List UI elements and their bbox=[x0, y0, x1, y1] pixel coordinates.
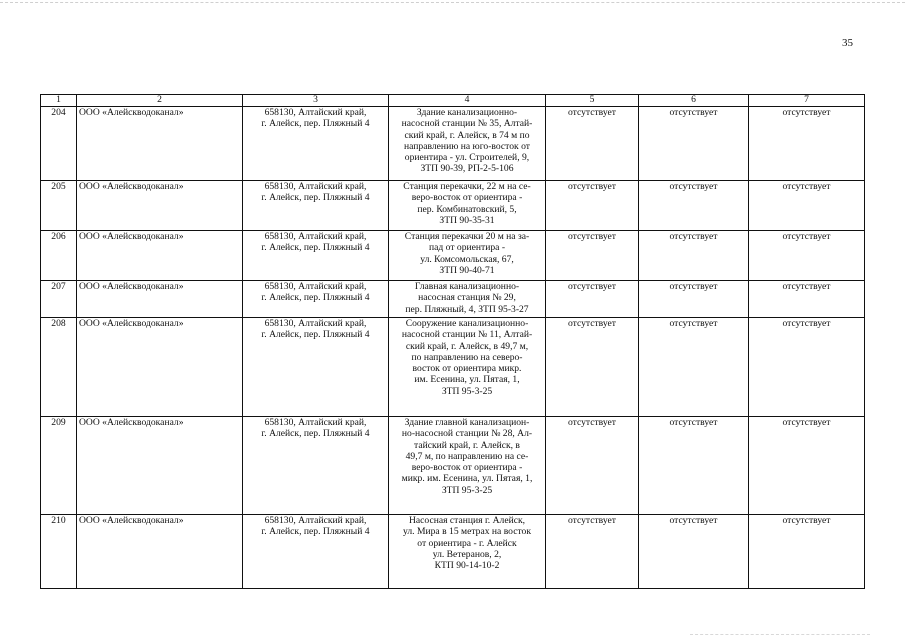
object-description-line: ЗТП 90-35-31 bbox=[439, 214, 495, 226]
object-description-cell bbox=[389, 107, 546, 181]
column-5-cell: отсутствует bbox=[546, 281, 639, 318]
address-cell bbox=[243, 281, 389, 318]
address-line: г. Алейск, пер. Пляжный 4 bbox=[261, 329, 370, 341]
column-6-cell: отсутствует bbox=[639, 231, 749, 281]
address-line: 658130, Алтайский край, bbox=[264, 515, 367, 526]
object-description-line: ориентира - ул. Строителей, 9, bbox=[404, 152, 530, 164]
object-description-line: ул. Мира в 15 метрах на восток bbox=[403, 526, 531, 538]
table-row bbox=[41, 181, 865, 231]
object-description-line: микр. им. Есенина, ул. Пятая, 1, bbox=[401, 473, 533, 485]
object-description-line: Станция перекачки, 22 м на се- bbox=[403, 181, 531, 192]
column-7-cell: отсутствует bbox=[749, 281, 865, 318]
column-5-cell: отсутствует bbox=[546, 181, 639, 231]
row-number-cell: 208 bbox=[41, 318, 77, 417]
object-description-cell bbox=[389, 181, 546, 231]
object-description-line: пад от ориентира - bbox=[428, 242, 506, 254]
row-number-cell: 209 bbox=[41, 417, 77, 515]
column-7-cell: отсутствует bbox=[749, 515, 865, 589]
object-description-line: ЗТП 90-40-71 bbox=[439, 264, 495, 276]
column-7-cell: отсутствует bbox=[749, 231, 865, 281]
organization-cell: ООО «Алейскводоканал» bbox=[77, 515, 243, 589]
scan-edge-bottom bbox=[690, 634, 870, 635]
column-5-cell: отсутствует bbox=[546, 515, 639, 589]
object-description-line: Сооружение канализационно- bbox=[405, 318, 529, 329]
object-description-line: ЗТП 95-3-25 bbox=[441, 385, 493, 397]
object-description-line: ул. Комсомольская, 67, bbox=[420, 253, 514, 265]
address-cell bbox=[243, 181, 389, 231]
object-description-line: направлению на юго-восток от bbox=[404, 140, 530, 152]
object-description-line: Насосная станция г. Алейск, bbox=[408, 515, 526, 526]
object-description-line: Главная канализационно- bbox=[414, 281, 520, 292]
address-cell bbox=[243, 231, 389, 281]
row-number-cell: 207 bbox=[41, 281, 77, 318]
object-description-line: по направлению на северо- bbox=[411, 351, 523, 363]
object-description-line: насосной станции № 11, Алтай- bbox=[401, 329, 533, 341]
object-description-cell bbox=[389, 318, 546, 417]
column-5-cell: отсутствует bbox=[546, 107, 639, 181]
address-cell bbox=[243, 417, 389, 515]
column-header: 5 bbox=[546, 95, 639, 107]
object-description-line: 49,7 м, по направлению на се- bbox=[405, 450, 529, 462]
column-7-cell: отсутствует bbox=[749, 181, 865, 231]
address-cell bbox=[243, 318, 389, 417]
address-line: 658130, Алтайский край, bbox=[264, 107, 367, 118]
object-description-line: веро-восток от ориентира - bbox=[411, 192, 523, 204]
organization-cell: ООО «Алейскводоканал» bbox=[77, 107, 243, 181]
column-7-cell: отсутствует bbox=[749, 417, 865, 515]
object-description-cell bbox=[389, 417, 546, 515]
column-6-cell: отсутствует bbox=[639, 181, 749, 231]
row-number-cell: 205 bbox=[41, 181, 77, 231]
column-header: 6 bbox=[639, 95, 749, 107]
object-description-cell bbox=[389, 231, 546, 281]
address-line: г. Алейск, пер. Пляжный 4 bbox=[261, 118, 370, 130]
object-description-line: от ориентира - г. Алейск bbox=[417, 537, 517, 549]
object-description-line: им. Есенина, ул. Пятая, 1, bbox=[414, 374, 520, 386]
address-line: 658130, Алтайский край, bbox=[264, 417, 367, 428]
page-number: 35 bbox=[842, 37, 853, 49]
address-line: г. Алейск, пер. Пляжный 4 bbox=[261, 526, 370, 538]
column-header: 2 bbox=[77, 95, 243, 107]
address-line: 658130, Алтайский край, bbox=[264, 181, 367, 192]
column-header: 1 bbox=[41, 95, 77, 107]
table-row bbox=[41, 281, 865, 318]
organization-cell: ООО «Алейскводоканал» bbox=[77, 318, 243, 417]
object-description-line: насосной станции № 35, Алтай- bbox=[401, 118, 533, 130]
column-6-cell: отсутствует bbox=[639, 107, 749, 181]
row-number-cell: 206 bbox=[41, 231, 77, 281]
object-description-line: ЗТП 90-39, РП-2-5-106 bbox=[420, 163, 514, 175]
object-description-line: пер. Комбинатовский, 5, bbox=[417, 203, 517, 215]
object-description-line: Здание канализационно- bbox=[416, 107, 518, 118]
organization-cell: ООО «Алейскводоканал» bbox=[77, 181, 243, 231]
column-5-cell: отсутствует bbox=[546, 417, 639, 515]
object-description-line: ский край, г. Алейск, в 74 м по bbox=[404, 129, 530, 141]
object-description-line: КТП 90-14-10-2 bbox=[434, 560, 500, 572]
address-cell bbox=[243, 515, 389, 589]
address-line: 658130, Алтайский край, bbox=[264, 231, 367, 242]
address-line: г. Алейск, пер. Пляжный 4 bbox=[261, 242, 370, 254]
object-description-line: Станция перекачки 20 м на за- bbox=[404, 231, 530, 242]
address-line: 658130, Алтайский край, bbox=[264, 318, 367, 329]
address-line: г. Алейск, пер. Пляжный 4 bbox=[261, 428, 370, 440]
header-row bbox=[41, 95, 865, 107]
row-number-cell: 210 bbox=[41, 515, 77, 589]
object-description-line: тайский край, г. Алейск, в bbox=[414, 439, 520, 451]
address-cell bbox=[243, 107, 389, 181]
column-5-cell: отсутствует bbox=[546, 231, 639, 281]
object-description-line: ул. Ветеранов, 2, bbox=[432, 548, 502, 560]
object-description-line: восток от ориентира микр. bbox=[412, 363, 522, 375]
object-description-line: Здание главной канализацион- bbox=[404, 417, 530, 428]
object-description-line: веро-восток от ориентира - bbox=[411, 462, 523, 474]
address-line: 658130, Алтайский край, bbox=[264, 281, 367, 292]
column-7-cell: отсутствует bbox=[749, 318, 865, 417]
table-row bbox=[41, 107, 865, 181]
column-5-cell: отсутствует bbox=[546, 318, 639, 417]
organization-cell: ООО «Алейскводоканал» bbox=[77, 281, 243, 318]
address-line: г. Алейск, пер. Пляжный 4 bbox=[261, 292, 370, 304]
object-description-line: пер. Пляжный, 4, ЗТП 95-3-27 bbox=[405, 303, 529, 315]
column-6-cell: отсутствует bbox=[639, 281, 749, 318]
object-description-line: насосная станция № 29, bbox=[418, 292, 516, 304]
column-header: 4 bbox=[389, 95, 546, 107]
row-number-cell: 204 bbox=[41, 107, 77, 181]
column-7-cell: отсутствует bbox=[749, 107, 865, 181]
table-row bbox=[41, 417, 865, 515]
registry-table bbox=[40, 94, 865, 589]
table-row bbox=[41, 231, 865, 281]
object-description-line: ский край, г. Алейск, в 49,7 м, bbox=[405, 340, 529, 352]
object-description-cell bbox=[389, 281, 546, 318]
column-6-cell: отсутствует bbox=[639, 318, 749, 417]
organization-cell: ООО «Алейскводоканал» bbox=[77, 231, 243, 281]
organization-cell: ООО «Алейскводоканал» bbox=[77, 417, 243, 515]
table-row bbox=[41, 515, 865, 589]
column-6-cell: отсутствует bbox=[639, 417, 749, 515]
object-description-cell bbox=[389, 515, 546, 589]
column-header: 7 bbox=[749, 95, 865, 107]
scan-edge-top bbox=[0, 2, 905, 3]
address-line: г. Алейск, пер. Пляжный 4 bbox=[261, 192, 370, 204]
table-row bbox=[41, 318, 865, 417]
object-description-line: но-насосной станции № 28, Ал- bbox=[401, 428, 533, 440]
column-6-cell: отсутствует bbox=[639, 515, 749, 589]
column-header: 3 bbox=[243, 95, 389, 107]
object-description-line: ЗТП 95-3-25 bbox=[441, 484, 493, 496]
